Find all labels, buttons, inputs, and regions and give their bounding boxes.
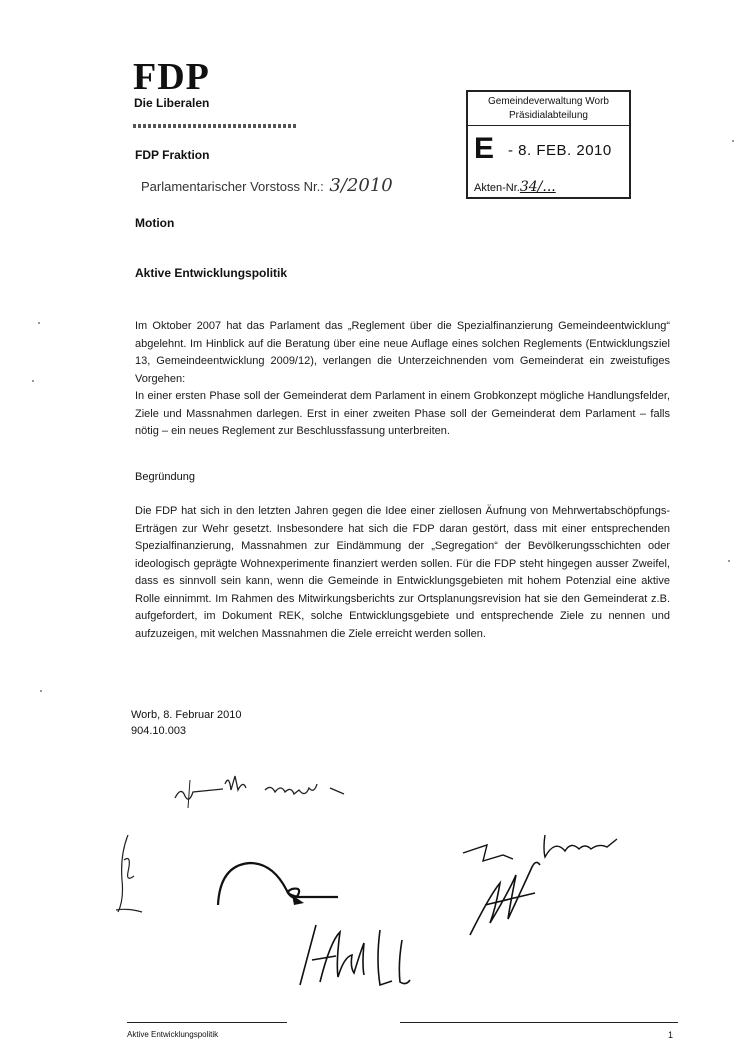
- vorstoss-line: [141, 175, 393, 196]
- stamp-letter: E: [474, 132, 495, 165]
- signature-6: [465, 860, 555, 940]
- scan-speck: [38, 322, 40, 324]
- footer-title: Aktive Entwicklungspolitik: [127, 1030, 219, 1039]
- letterhead-address-line: [133, 124, 298, 128]
- stamp-akten-label: Akten-Nr.: [474, 182, 520, 194]
- stamp-office: Gemeindeverwaltung Worb: [488, 96, 609, 107]
- closing-block: [131, 707, 241, 739]
- intro-paragraph: Im Oktober 2007 hat das Parlament das „Reglement über die Spezialfinanzierung Gemeindeentwicklung“ abgelehnt. Im Hinblick auf die Beratung über eine neue Auflage eines solchen Reglements (Entwicklungsziel 13, Gemeindeentwicklung 2009/12), verlangen die Unterzeichnenden vom Gemeinderat ein zweistufiges Vorgehen:: [135, 320, 670, 385]
- intro-paragraph: In einer ersten Phase soll der Gemeinderat dem Parlament in einem Grobkonzept mögliche Handlungsfelder, Ziele und Massnahmen darlegen. Erst in einer zweiten Phase soll der Gemeinderat dem Parlament – falls nötig – ein neues Reglement zur Beschlussfassung unterbreiten.: [135, 390, 670, 437]
- place-date: Worb, 8. Februar 2010: [131, 709, 242, 721]
- stamp-date-row: [468, 126, 629, 176]
- party-subtitle: Die Liberalen: [134, 96, 210, 110]
- intro-section: [135, 318, 670, 441]
- page-number: 1: [668, 1030, 674, 1040]
- signature-2: [110, 830, 150, 920]
- scan-speck: [728, 560, 730, 562]
- fraktion-label: FDP Fraktion: [135, 148, 210, 162]
- signature-3: [210, 855, 350, 915]
- document-title: Aktive Entwicklungspolitik: [135, 266, 288, 280]
- signature-1: [170, 770, 370, 810]
- scan-speck: [40, 690, 42, 692]
- footer-rule-right: [400, 1022, 678, 1023]
- vorstoss-label: Parlamentarischer Vorstoss Nr.:: [141, 179, 324, 194]
- vorstoss-number: 3/2010: [329, 175, 393, 196]
- receipt-stamp: [466, 90, 631, 199]
- stamp-file-number: [468, 176, 629, 198]
- stamp-header: [468, 92, 629, 126]
- stamp-date: - 8. FEB. 2010: [508, 142, 612, 159]
- scan-speck: [32, 380, 34, 382]
- begruendung-paragraph: Die FDP hat sich in den letzten Jahren gegen die Idee einer ziellosen Äufnung von Mehrwertabschöpfungs-Erträgen zur Wehr gesetzt. Insbesondere hat sich die FDP daran gestört, dass mit einer entsprechenden Spezialfinanzierung, Massnahmen zur Eindämmung der „Segregation“ der Bevölkerungsschichten oder ideologisch geprägte Wohnexperimente finanziert werden sollen. Für die FDP steht hingegen ausser Zweifel, dass es sinnvoll sein kann, wenn die Gemeinde in Entwicklungsgebieten mit hohem Potenzial eine aktive Rolle einnimmt. Im Rahmen des Mitwirkungsberichts zur Ortsplanungsrevision hat sie den Gemeinderat z.B. aufgefordert, im Dokument REK, solche Entwicklungsgebiete und entsprechende Ziele zu nennen und aufzuzeigen, mit welchen Massnahmen die Ziele erreicht werden sollen.: [135, 505, 670, 640]
- begruendung-section: [135, 503, 670, 643]
- reference-number: 904.10.003: [131, 725, 187, 737]
- signature-5: [455, 825, 655, 865]
- stamp-department: Präsidialabteilung: [509, 110, 588, 121]
- scan-speck: [732, 140, 734, 142]
- begruendung-heading: Begründung: [135, 471, 195, 483]
- footer-rule-left: [127, 1022, 287, 1023]
- stamp-akten-number: 34/...: [519, 179, 556, 195]
- fdp-logo: FDP: [133, 56, 210, 98]
- signature-4: [290, 920, 430, 990]
- document-type: Motion: [135, 216, 175, 230]
